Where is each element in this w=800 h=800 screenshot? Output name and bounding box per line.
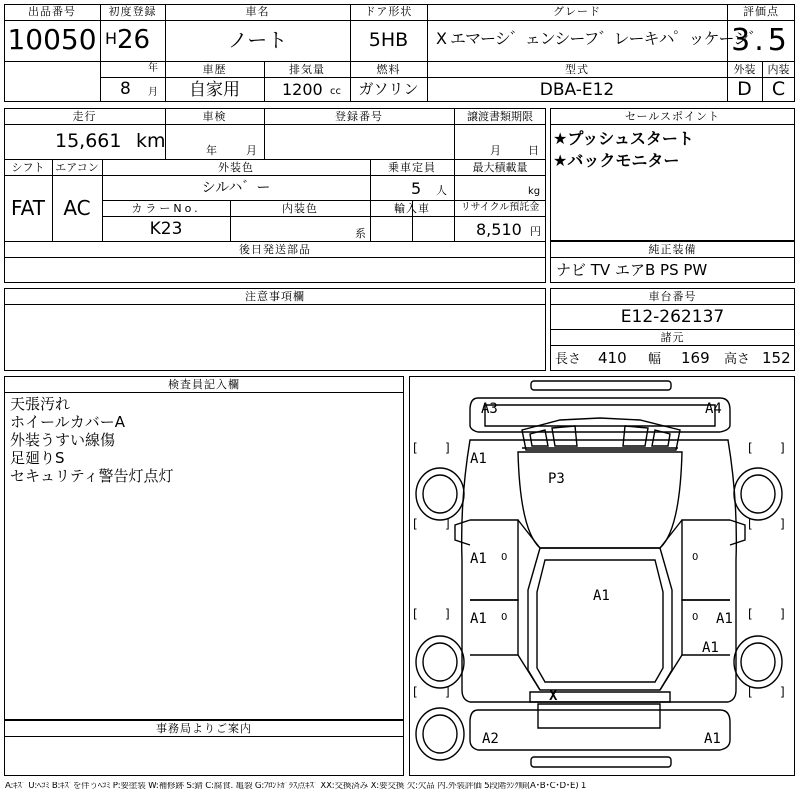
lot-number: 10050	[7, 23, 97, 56]
model-value: DBA-E12	[539, 80, 615, 100]
grade-value: X エマーシ゛ェンシーフ゛レーキハ゜ッケーシ゛	[436, 29, 764, 48]
inspection-year-unit: 年	[206, 144, 217, 157]
max-load-label: 最大積載量	[472, 161, 528, 174]
recycle-value: 8,510	[476, 220, 522, 239]
width-label: 幅	[648, 352, 662, 367]
damage-mark-front-right: A4	[705, 401, 722, 417]
bracket-mark: [	[413, 607, 418, 621]
history-label: 車歴	[202, 63, 227, 76]
inspection-month-unit: 月	[246, 144, 257, 157]
displacement-unit: cc	[330, 86, 341, 97]
car-name: ノート	[227, 28, 288, 52]
era-mark: H	[105, 29, 118, 48]
damage-mark-hood: P3	[548, 471, 565, 487]
door-zero-mark: 0	[692, 612, 699, 623]
equipment-label: 純正装備	[648, 243, 697, 256]
lot-label: 出品番号	[28, 5, 76, 18]
door-type: 5HB	[368, 29, 409, 51]
inspector-line: ホイールカバーA	[10, 413, 125, 431]
exterior-color-label: 外装色	[218, 161, 254, 174]
fuel-value: ガソリン	[358, 80, 419, 98]
door-zero-mark: 0	[501, 552, 508, 563]
chassis-number-value: E12-262137	[620, 307, 725, 327]
import-label: 輸入車	[394, 202, 430, 215]
registration-year: 26	[117, 25, 151, 55]
first-registration-label: 初度登録	[108, 5, 157, 18]
footer-legend: A:ｷｽﾞ U:ﾍｺﾐ B:ｷｽﾞを伴うﾍｺﾐ P:要塗装 W:補修跡 S:錆 C:腐食. 亀裂 G:ﾌﾛﾝﾄｶﾞﾗｽ点ｷｽﾞ XX:交換済み X:要交換 欠:欠品 内.外装評価 5段階ﾗﾝｸ順(A･B･C･D･E) 1	[5, 782, 587, 791]
interior-color-label: 内装色	[282, 202, 318, 215]
grade-label: グレード	[553, 5, 601, 18]
bracket-mark: ]	[780, 607, 785, 621]
transfer-day-unit: 日	[528, 144, 539, 157]
damage-mark-rear-right: A1	[704, 731, 721, 747]
shift-value: FAT	[10, 196, 45, 220]
damage-mark-front-door-left: A1	[470, 551, 487, 567]
bracket-mark: ]	[445, 441, 450, 455]
max-load-unit: kg	[528, 186, 541, 197]
inspector-line: 天張汚れ	[10, 395, 71, 413]
damage-mark-rear-door-left: A1	[470, 611, 487, 627]
bracket-mark: ]	[445, 517, 450, 531]
height-value: 152	[762, 349, 791, 367]
recycle-label: リサイクル預託金	[460, 202, 540, 213]
bracket-mark: ]	[780, 685, 785, 699]
model-label: 型式	[565, 63, 589, 76]
recycle-unit: 円	[530, 225, 541, 238]
color-number-label: カラーNo.	[131, 202, 201, 215]
equipment-value: ナビ TV エアB PS PW	[556, 261, 708, 279]
bracket-mark: [	[413, 441, 418, 455]
transfer-month-unit: 月	[490, 144, 501, 157]
bracket-mark: [	[748, 685, 753, 699]
capacity-unit: 人	[436, 184, 447, 197]
length-label: 長さ	[555, 352, 582, 367]
exterior-grade: D	[737, 78, 752, 100]
mileage-value: 15,661	[55, 130, 122, 152]
score-label: 評価点	[743, 5, 779, 18]
office-label: 事務局よりご案内	[156, 722, 252, 735]
history-value: 自家用	[189, 80, 240, 100]
inspector-line: 足廻りS	[10, 449, 65, 467]
shift-label: シフト	[11, 161, 45, 174]
interior-grade: C	[771, 78, 786, 100]
bracket-mark: ]	[780, 441, 785, 455]
notes-label: 注意事項欄	[245, 290, 305, 303]
bracket-mark: [	[748, 607, 753, 621]
transfer-deadline-label: 譲渡書類期限	[467, 110, 533, 123]
interior-color-unit: 系	[355, 227, 366, 240]
bracket-mark: ]	[780, 517, 785, 531]
bracket-mark: [	[413, 685, 418, 699]
inspector-line: 外装うすい線傷	[10, 431, 116, 449]
later-parts-label: 後日発送部品	[239, 243, 311, 256]
bracket-mark: [	[748, 517, 753, 531]
aircon-value: AC	[63, 196, 91, 220]
dimensions-label: 諸元	[660, 331, 685, 344]
bracket-mark: ]	[445, 685, 450, 699]
bracket-mark: [	[413, 517, 418, 531]
exterior-color-value: シルハ゛ー	[201, 180, 271, 196]
interior-label: 内装	[767, 63, 790, 76]
chassis-number-label: 車台番号	[648, 290, 697, 303]
door-type-label: ドア形状	[364, 5, 413, 18]
sales-point-label: セールスポイント	[624, 110, 720, 123]
month-unit: 月	[148, 87, 158, 98]
damage-mark-front-left: A3	[481, 401, 498, 417]
mileage-label: 走行	[72, 110, 97, 123]
damage-mark-license: X	[549, 688, 558, 704]
bracket-mark: ]	[445, 607, 450, 621]
bracket-mark: [	[748, 441, 753, 455]
damage-mark-roof: A1	[593, 588, 610, 604]
score-value: 3.5	[731, 23, 791, 58]
car-name-label: 車名	[245, 5, 270, 18]
inspector-line: セキュリティ警告灯点灯	[10, 467, 174, 485]
length-value: 410	[598, 349, 627, 367]
displacement-value: 1200	[282, 80, 323, 99]
damage-mark-fender-left: A1	[470, 451, 487, 467]
width-value: 169	[681, 349, 710, 367]
capacity-value: 5	[411, 179, 422, 198]
fuel-label: 燃料	[376, 63, 401, 76]
sales-point-item: ★バックモニター	[553, 151, 680, 170]
capacity-label: 乗車定員	[388, 161, 436, 174]
registration-month: 8	[120, 79, 131, 99]
height-label: 高さ	[724, 352, 751, 367]
damage-mark-rear-door-right: A1	[716, 611, 733, 627]
inspector-label: 検査員記入欄	[168, 378, 240, 391]
inspection-label: 車検	[202, 110, 227, 123]
exterior-label: 外装	[733, 63, 756, 76]
door-zero-mark: 0	[692, 552, 699, 563]
aircon-label: エアコン	[55, 161, 99, 174]
displacement-label: 排気量	[289, 63, 325, 76]
color-number-value: K23	[149, 219, 183, 239]
sales-point-item: ★プッシュスタート	[553, 129, 694, 148]
door-zero-mark: 0	[501, 612, 508, 623]
mileage-unit: km	[136, 130, 166, 152]
year-unit: 年	[148, 63, 158, 74]
damage-mark-rear-left: A2	[482, 731, 499, 747]
damage-mark-quarter-right: A1	[702, 640, 719, 656]
registration-number-label: 登録番号	[335, 110, 383, 123]
